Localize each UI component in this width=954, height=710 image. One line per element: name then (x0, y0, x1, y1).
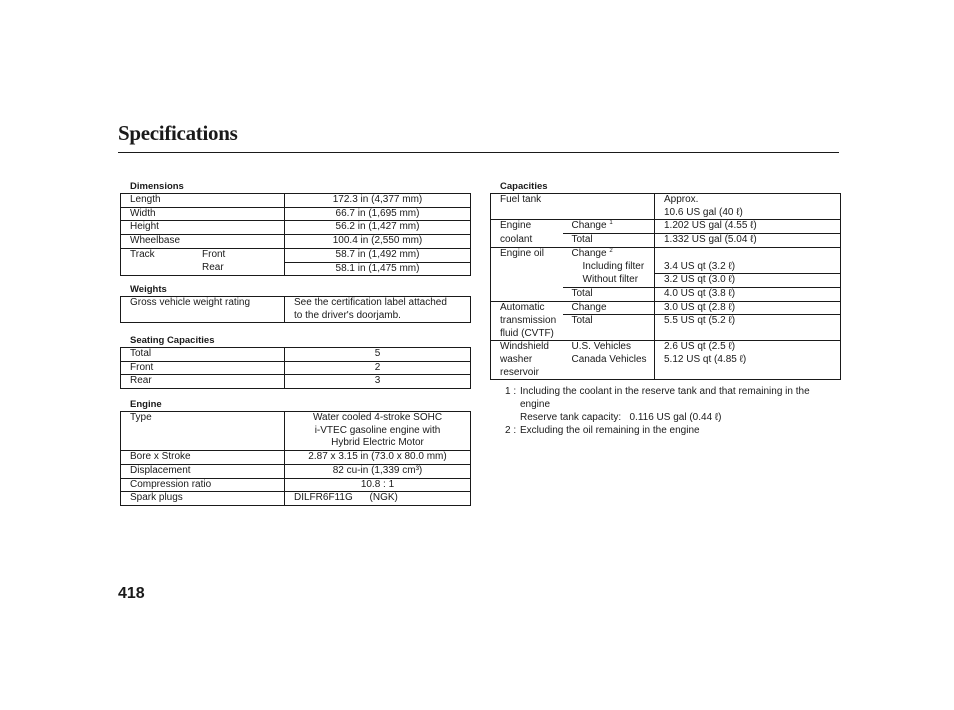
row-value: 66.7 in (1,695 mm) (285, 207, 471, 221)
table-row (121, 451, 471, 465)
row-value: 3 (285, 375, 471, 389)
spark-plug-brand: (NGK) (369, 492, 398, 504)
gvwr-value-line: See the certification label attached (294, 297, 447, 308)
oil-change-label (563, 247, 655, 260)
table-row (491, 247, 841, 260)
cvtf-label-line: fluid (CVTF) (500, 327, 554, 339)
row-value: 56.2 in (1,427 mm) (285, 221, 471, 235)
empty-cell (491, 287, 563, 301)
footnote-marker: 1 (609, 220, 613, 227)
footnote-2 (505, 424, 840, 437)
row-value: 2 (285, 361, 471, 375)
footnote-number: 1 : (505, 386, 517, 397)
oil-without-filter-label (563, 274, 655, 288)
empty-cell (655, 247, 841, 260)
table-row (491, 301, 841, 315)
table-row (491, 194, 841, 220)
row-value: 82 cu-in (1,339 cm³) (285, 464, 471, 478)
washer-us-value: 2.6 US qt (2.5 ℓ) (655, 341, 841, 354)
spark-plug-value (285, 492, 471, 506)
empty-cell (563, 194, 655, 220)
dimensions-table (120, 193, 471, 276)
engine-type-line: Water cooled 4-stroke SOHC (312, 412, 443, 423)
oil-incl-filter-value: 3.4 US qt (3.2 ℓ) (655, 261, 841, 274)
fuel-tank-label: Fuel tank (491, 194, 563, 220)
washer-us-label: U.S. Vehicles (563, 341, 655, 354)
table-row (121, 348, 471, 362)
engine-type-line: Hybrid Electric Motor (331, 437, 424, 449)
row-label: Spark plugs (121, 492, 285, 506)
spark-plug-part: DILFR6F11G (294, 492, 353, 504)
track-front-value: 58.7 in (1,492 mm) (285, 248, 471, 262)
washer-canada-label: Canada Vehicles (563, 354, 655, 380)
row-label: Rear (121, 375, 285, 389)
oil-total-label: Total (563, 287, 655, 301)
row-value: 5 (285, 348, 471, 362)
capacities-heading: Capacities (500, 181, 548, 192)
empty-cell (491, 261, 563, 274)
fuel-tank-value (655, 194, 841, 220)
weights-table (120, 296, 471, 323)
page-number: 418 (118, 585, 145, 602)
coolant-label-2: coolant (491, 234, 563, 248)
table-row (491, 274, 841, 288)
row-value: 172.3 in (4,377 mm) (285, 194, 471, 208)
cvtf-total-value: 5.5 US qt (5.2 ℓ) (655, 315, 841, 341)
oil-incl-filter-label (563, 261, 655, 274)
coolant-change-value: 1.202 US gal (4.55 ℓ) (655, 220, 841, 234)
oil-total-value: 4.0 US qt (3.8 ℓ) (655, 287, 841, 301)
table-row (491, 341, 841, 354)
table-row (121, 221, 471, 235)
track-front-label: Front (202, 248, 226, 260)
table-row (491, 220, 841, 234)
fuel-value-line: 10.6 US gal (40 ℓ) (664, 206, 743, 218)
row-label: Total (121, 348, 285, 362)
engine-type-value (285, 412, 471, 451)
coolant-change-text: Change (571, 220, 607, 232)
oil-change-text: Change (571, 247, 607, 259)
cvtf-change-value: 3.0 US qt (2.8 ℓ) (655, 301, 841, 315)
row-label: Compression ratio (121, 478, 285, 492)
table-row (121, 235, 471, 249)
table-row (121, 194, 471, 208)
footnote-text: Excluding the oil remaining in the engine (520, 425, 700, 436)
table-row (121, 207, 471, 221)
cvtf-total-label: Total (563, 315, 655, 341)
fuel-value-line: Approx. (664, 194, 699, 205)
oil-without-filter-value: 3.2 US qt (3.0 ℓ) (655, 274, 841, 288)
row-label: Displacement (121, 464, 285, 478)
footnote-1 (505, 385, 840, 424)
table-row (121, 478, 471, 492)
footnotes (505, 385, 840, 437)
row-value: 10.8 : 1 (285, 478, 471, 492)
weights-heading: Weights (130, 284, 167, 295)
row-label: Length (121, 194, 285, 208)
dimensions-heading: Dimensions (130, 181, 184, 192)
gvwr-value (285, 297, 471, 323)
footnote-1-sub: Reserve tank capacity: 0.116 US gal (0.44 ℓ) (520, 412, 722, 423)
table-row (121, 492, 471, 506)
engine-heading: Engine (130, 399, 162, 410)
row-label: Bore x Stroke (121, 451, 285, 465)
table-row (491, 315, 841, 341)
table-row (121, 464, 471, 478)
footnote-text (520, 385, 840, 424)
oil-incl-filter-text: Including filter (582, 260, 645, 272)
engine-type-line: i-VTEC gasoline engine with (314, 424, 441, 436)
footnote-1-text: Including the coolant in the reserve tank and that remaining in the engine (520, 386, 810, 410)
cvtf-change-label: Change (563, 301, 655, 315)
table-row (121, 248, 471, 262)
seating-table (120, 347, 471, 389)
washer-label: Windshield (491, 341, 563, 354)
engine-table (120, 411, 471, 506)
table-row (491, 234, 841, 248)
oil-label: Engine oil (491, 247, 563, 260)
table-row (121, 297, 471, 323)
row-label: Wheelbase (121, 235, 285, 249)
table-row (491, 287, 841, 301)
capacities-table (490, 193, 841, 380)
row-label: Front (121, 361, 285, 375)
track-rear-label: Rear (202, 262, 224, 274)
cvtf-label: Automatic (491, 301, 563, 315)
row-label: Width (121, 207, 285, 221)
row-value: 100.4 in (2,550 mm) (285, 235, 471, 249)
gvwr-label: Gross vehicle weight rating (121, 297, 285, 323)
washer-canada-value: 5.12 US qt (4.85 ℓ) (655, 354, 841, 380)
gvwr-value-line: to the driver's doorjamb. (294, 309, 401, 321)
row-label: Height (121, 221, 285, 235)
table-row (121, 361, 471, 375)
track-label-cell (121, 248, 285, 262)
footnote-number: 2 : (505, 425, 517, 436)
title-divider (118, 152, 839, 153)
track-label: Track (130, 248, 155, 260)
table-row (121, 412, 471, 451)
coolant-total-value: 1.332 US gal (5.04 ℓ) (655, 234, 841, 248)
track-rear-value: 58.1 in (1,475 mm) (285, 262, 471, 276)
table-row (121, 262, 471, 276)
footnote-marker: 2 (609, 247, 613, 254)
row-label: Type (121, 412, 285, 451)
table-row (491, 261, 841, 274)
oil-without-filter-text: Without filter (582, 273, 639, 285)
seating-heading: Seating Capacities (130, 335, 215, 346)
table-row (121, 375, 471, 389)
cvtf-label-2 (491, 315, 563, 341)
row-value: 2.87 x 3.15 in (73.0 x 80.0 mm) (285, 451, 471, 465)
coolant-change-label (563, 220, 655, 234)
cvtf-label-line: transmission (500, 314, 557, 326)
coolant-total-label: Total (563, 234, 655, 248)
empty-cell (491, 274, 563, 288)
page-title: Specifications (118, 121, 238, 145)
coolant-label: Engine (491, 220, 563, 234)
track-rear-cell (121, 262, 285, 276)
washer-label-line: reservoir (500, 366, 539, 378)
table-row (491, 354, 841, 380)
washer-label-line: washer (500, 353, 533, 365)
washer-label-2 (491, 354, 563, 380)
